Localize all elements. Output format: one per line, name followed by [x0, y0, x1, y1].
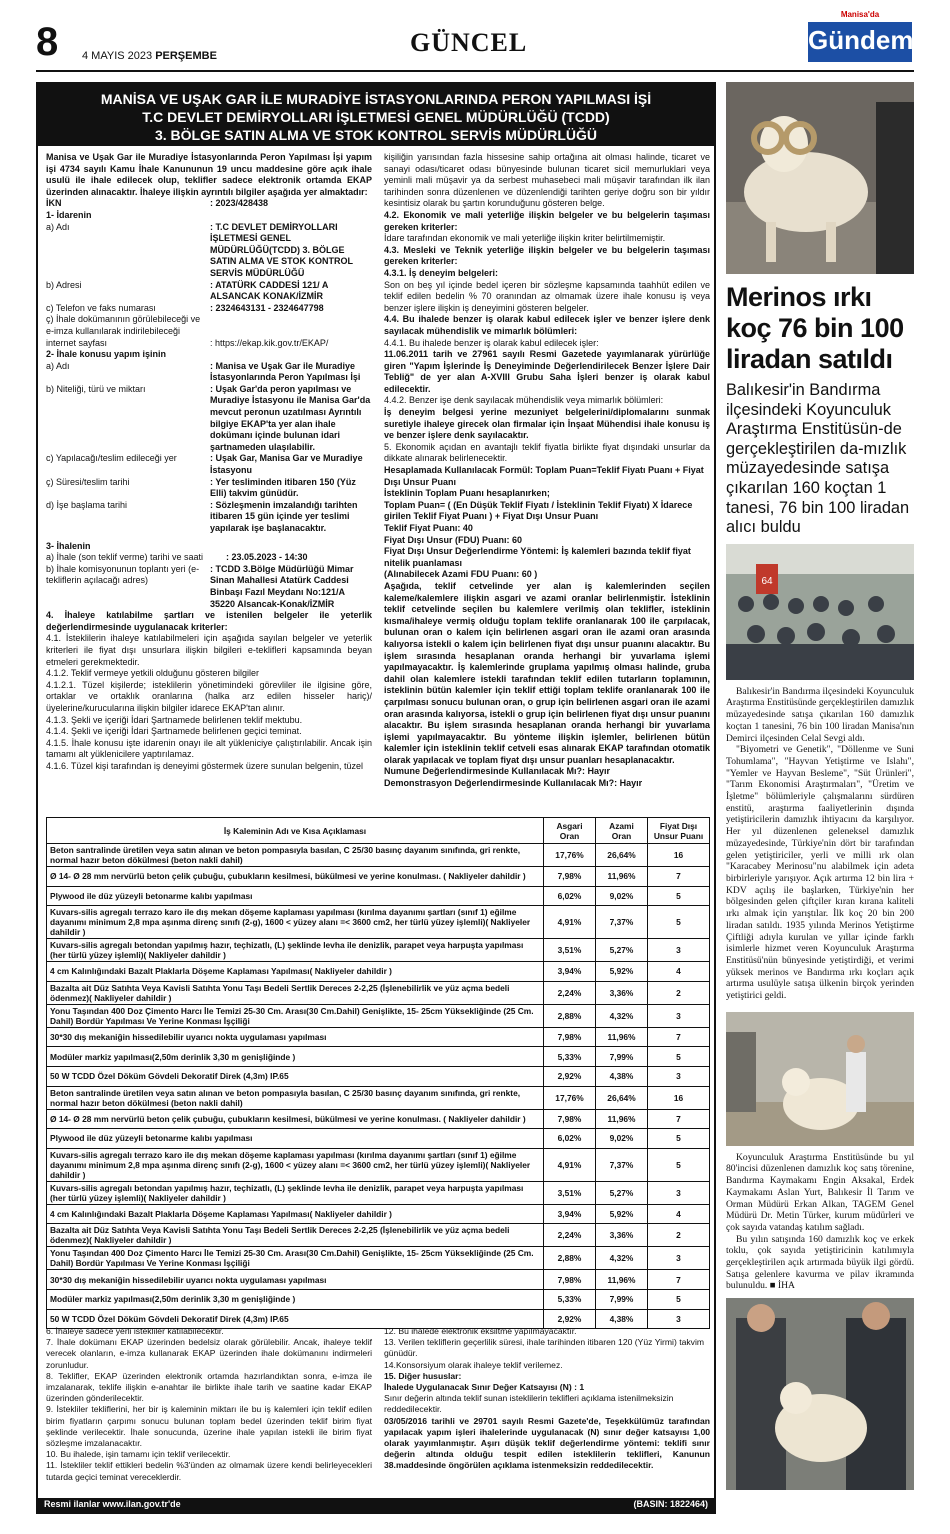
- table-cell-value: 4,91%: [544, 1148, 596, 1181]
- table-cell-value: 4,38%: [596, 1066, 648, 1086]
- table-row: [47, 844, 710, 867]
- table-row: [47, 1148, 710, 1181]
- table-row: [47, 886, 710, 906]
- table-cell-value: 11,96%: [596, 1270, 648, 1290]
- page-date: 4 MAYIS 2023 PERŞEMBE: [82, 50, 217, 62]
- table-row: [47, 939, 710, 962]
- news-body-1: Balıkesir'in Bandırma ilçesindeki Koyunculuk Araştırma Enstitüsünde gerçekleştirilen damızlık müzayedesinde satışa çıkarılan 160 damızlık koçtan 1 tanesini, 76 bin 100 liradan Manisa'nın Demirci ilçesinden Celal Sevgi aldı. "Biyometri ve Genetik", "Döllenme ve Suni Tohumlama", "Hayvan Yetiştirme ve Islahı", "Yemler ve Hayvan Besleme", "Süt Ürünleri", "Tarım Ekonomisi Araştırmaları", "Üretim ve İşletme" bölümleriyle çalışmalarını sürdüren enstitü, araştırma faaliyetlerinin dışında yetiştiricilerin damızlık ihtiyacını da karşılıyor. Her yıl düzenlenen geleneksel damızlık müzayedesinde, Türkiye'nin dört bir tarafından gelen yetiştiriciler, yerli ve milli ırk olan "Karacabey Merinosu"nu alabilmek için adeta birbirleriyle yarışıyor. Açık artırma 12 bin lira + KDV açılış ile başlarken, Türkiye'nin her bölgesinden gelen çiftçiler kıran kırana kaliteli ırkı almak için yarıştılar. İlk koç 20 bin 200 liradan satıldı. 1935 yılında Merinos Yetiştirme Çiftliği adıyla kurulan ve yıllar içinde farklı isimlerle hizmet veren Koyunculuk Araştırma Enstitüsü'nün bünyesinde yetiştirdiği, et verimi yüksek merinos ve Bandırma ırkı koçları açık artırma usulüyle satışa ülkenin birçok yerinden yetiştirici geldi.: [726, 685, 914, 1002]
- table-cell-value: 6,02%: [544, 1129, 596, 1149]
- table-cell-value: 3: [648, 1181, 710, 1204]
- table-row: [47, 1109, 710, 1129]
- table-cell-value: 7,98%: [544, 1109, 596, 1129]
- table-cell-item: Kuvars-silis agregalı betondan yapılmış hazır, teçhizatlı, (L) şeklinde levha ile denizlik, parapet veya harpuşta yapılması (her türlü yüzey işlemli)( Nakliyeler dahildir ): [47, 939, 544, 962]
- table-row: [47, 1027, 710, 1047]
- table-cell-value: 5,27%: [596, 1181, 648, 1204]
- table-cell-value: 9,02%: [596, 1129, 648, 1149]
- table-cell-item: Yonu Taşından 400 Doz Çimento Harcı İle Temizi 25-30 Cm. Arası(30 Cm.Dahil) Genişlikte, 15- 25cm Yüksekliğinde (25 Cm. Dahil) Bordür Yapılması Ve Yerine Konması İşçiliği: [47, 1247, 544, 1270]
- notice-bottom-left: 6. İhaleye sadece yerli istekliler katılabilecektir. 7. İhale dokümanı EKAP üzerinden bedelsiz olarak görülebilir. Ancak, ihaleye teklif verecek olanların, e-imza kullanarak EKAP üzerinden ihale dokümanını indirmeleri zorunludur. 8. Teklifler, EKAP üzerinden elektronik ortamda hazırlandıktan sonra, e-imza ile imzalanarak, teklife ilişkin e-anahtar ile birlikte ihale tarih ve saatine kadar EKAP üzerinden gönderilecektir. 9. İstekliler tekliflerini, her bir iş kaleminin miktarı ile bu iş kalemleri için teklif edilen birim fiyatların çarpımı sonucu bulunan toplam bedel üzerinden teklif birim fiyat şeklinde verilecektir. İhale sonucunda, üzerine ihale yapılan istekli ile birim fiyat sözleşme imzalanacaktır. 10. Bu ihalede, işin tamamı için teklif verilecektir. 11. İstekliler teklif ettikleri bedelin %3'ünden az olmamak üzere kendi belirleyecekleri tutarda geçici teminat vereceklerdir.: [46, 1326, 372, 1482]
- table-cell-item: 4 cm Kalınlığındaki Bazalt Plaklarla Döşeme Kaplaması Yapılması( Nakliyeler dahildir ): [47, 1204, 544, 1224]
- table-cell-item: Kuvars-silis agregalı terrazo karo ile dış mekan döşeme kaplaması yapılması (kırılma dayanımı şartları (sınıf 1) eğilme dayanımı minimum 2,8 mpa aşınma direnç sınıfı (2-g), 1600 < yüzey alanı =< 3600 cm2, her türlü yüzey işlemli)( Nakliyeler dahildir ): [47, 1148, 544, 1181]
- table-cell-value: 7: [648, 1027, 710, 1047]
- notice-left-column: Manisa ve Uşak Gar ile Muradiye İstasyonlarında Peron Yapılması İşi yapım işi 4734 sayılı Kamu İhale Kanununun 19 uncu maddesine göre açık ihale usulü ile ihale edilecek olup, teklifler sadece elektronik ortamda EKAP üzerinden alınacaktır. İhaleye ilişkin ayrıntılı bilgiler aşağıda yer almaktadır: İKN : 2023/428438 1- İdarenin a) Adı : T.C DEVLET DEMİRYOLLARI İŞLETMESİ GENEL MÜDÜRLÜĞÜ(TCDD) 3. BÖLGE SATIN ALMA VE STOK KONTROL SERVİS MÜDÜRLÜĞÜ b) Adresi : ATATÜRK CADDESİ 121/ A ALSANCAK KONAK/İZMİR c) Telefon ve faks numarası : 2324643131 - 2324647798 ç) İhale dokümanının görülebileceği ve e-imza kullanılarak indirilebileceği internet sayfası : https://ekap.kik.gov.tr/EKAP/ 2- İhale konusu yapım işinin a) Adı : Manisa ve Uşak Gar ile Muradiye İstasyonlarında Peron Yapılması İşi b) Niteliği, türü ve miktarı : Uşak Gar'da peron yapılması ve Muradiye İstasyonu ile Manisa Gar'da mevcut peronun uzatılması Ayrıntılı bilgiye EKAP'ta yer alan ihale dokümanı içinde bulunan idari şartnameden ulaşılabilir. c) Yapılacağı/teslim edileceği yer : Uşak Gar, Manisa Gar ve Muradiye İstasyonu ç) Süresi/teslim tarihi : Yer tesliminden itibaren 150 (Yüz Elli) takvim günüdür. d) İşe başlama tarihi : Sözleşmenin imzalandığı tarihten itibaren 15 gün içinde yer teslimi yapılarak işe başlanacaktır. 3- İhalenin a) İhale (son teklif verme) tarihi ve saati : 23.05.2023 - 14:30 b) İhale komisyonunun toplantı yeri (e-tekliflerin açılacağı adres) : TCDD 3.Bölge Müdürlüğü Mimar Sinan Mahallesi Atatürk Caddesi Binbaşı Fazıl Meydanı No:121/A 35220 Alsancak-Konak/İZMİR 4. İhaleye katılabilme şartları ve istenilen belgeler ile yeterlik değerlendirmesinde uygulanacak kriterler: 4.1. İsteklilerin ihaleye katılabilmeleri için aşağıda sayılan belgeler ve yeterlik kriterleri ile fiyat dışı unsurlara ilişkin bilgileri e-teklifleri kapsamında beyan etmeleri gerekmektedir. 4.1.2. Teklif vermeye yetkili olduğunu gösteren bilgiler 4.1.2.1. Tüzel kişilerde; isteklilerin yönetimindeki görevliler ile ilgisine göre, ortaklar ve ortaklık oranlarına (halka arz edilen hisseler hariç)/üyelerine/kurucularına ilişkin bilgiler idarece EKAP'tan alınır. 4.1.3. Şekli ve içeriği İdari Şartnamede belirlenen teklif mektubu. 4.1.4. Şekli ve içeriği İdari Şartnamede belirlenen geçici teminat. 4.1.5. İhale konusu işte idarenin onayı ile alt yükleniciye çalıştırılabilir. Ancak işin tamamı alt yüklenicilere yaptırılamaz. 4.1.6. Tüzel kişi tarafından iş deneyimi göstermek üzere sunulan belgenin, tüzel: [46, 152, 372, 771]
- table-header-row: İş Kaleminin Adı ve Kısa Açıklaması Asgari Oran Azami Oran Fiyat Dışı Unsur Puanı: [47, 818, 710, 844]
- table-cell-value: 17,76%: [544, 844, 596, 867]
- table-cell-value: 4,32%: [596, 1247, 648, 1270]
- table-cell-value: 2,92%: [544, 1066, 596, 1086]
- table-cell-value: 3,94%: [544, 1204, 596, 1224]
- table-row: [47, 1181, 710, 1204]
- table-cell-value: 3,36%: [596, 1224, 648, 1247]
- table-cell-value: 7,37%: [596, 906, 648, 939]
- table-row: [47, 1086, 710, 1109]
- table-cell-value: 5: [648, 1047, 710, 1067]
- table-cell-item: Beton santralinde üretilen veya satın alınan ve beton pompasıyla basılan, C 25/30 basınç dayanım sınıfında, gri renkte, normal hazır beton dökülmesi (beton nakli dahil): [47, 844, 544, 867]
- table-cell-item: Kuvars-silis agregalı terrazo karo ile dış mekan döşeme kaplaması yapılması (kırılma dayanımı şartları (sınıf 1) eğilme dayanımı minimum 2,8 mpa aşınma direnç sınıfı (2-g), 1600 < yüzey alanı =< 3600 cm2, her türlü yüzey işlemli)( Nakliyeler dahildir ): [47, 906, 544, 939]
- table-cell-value: 3,94%: [544, 962, 596, 982]
- table-cell-value: 16: [648, 1086, 710, 1109]
- newspaper-logo: Manisa'da Gündem: [808, 22, 912, 62]
- table-cell-value: 5,92%: [596, 962, 648, 982]
- notice-columns: [46, 152, 710, 904]
- table-cell-value: 3,51%: [544, 939, 596, 962]
- table-cell-value: 5: [648, 1148, 710, 1181]
- table-cell-item: Plywood ile düz yüzeyli betonarme kalıbı yapılması: [47, 886, 544, 906]
- table-row: [47, 1129, 710, 1149]
- table-cell-item: Bazalta ait Düz Satıhta Veya Kavisli Satıhta Yonu Taşı Bedeli Sertlik Dereces 2-2,25 (İşlenebilirlik ve yüz açma bedeli ödenmez)( Nakliyeler dahildir ): [47, 981, 544, 1004]
- table-cell-value: 5,27%: [596, 939, 648, 962]
- tender-notice: [36, 82, 716, 1514]
- table-cell-item: 50 W TCDD Özel Döküm Gövdeli Dekoratif Direk (4,3m) IP.65: [47, 1309, 544, 1329]
- table-cell-value: 26,64%: [596, 844, 648, 867]
- table-row: [47, 1047, 710, 1067]
- table-cell-value: 7: [648, 1109, 710, 1129]
- table-row: [47, 1204, 710, 1224]
- table-cell-item: Kuvars-silis agregalı betondan yapılmış hazır, teçhizatlı, (L) şeklinde levha ile denizlik, parapet veya harpuşta yapılması (her türlü yüzey işlemli)( Nakliyeler dahildir ): [47, 1181, 544, 1204]
- notice-bottom-right: 12. Bu ihalede elektronik eksiltme yapılmayacaktır. 13. Verilen tekliflerin geçerlilik süresi, ihale tarihinden itibaren 120 (Yüz Yirmi) takvim günüdür. 14.Konsorsiyum olarak ihaleye teklif verilemez. 15. Diğer hususlar: İhalede Uygulanacak Sınır Değer Katsayısı (N) : 1 Sınır değerin altında teklif sunan isteklilerin teklifleri açıklama istenilmeksizin reddedilecektir. 03/05/2016 tarihli ve 29701 sayılı Resmi Gazete'de, Teşekkülümüz tarafından yapılacak yapım işleri ihalelerinde uygulanacak (N) sınır değer katsayısı 1,00 olarak yayımlanmıştır. Aşırı düşük teklif değerlendirme yöntemi: teklifi sınır değerin altında olduğu tespit edilen isteklilerin teklifleri, Kanunun 38.maddesinde öngörülen açıklama istenmeksizin reddedilecektir.: [384, 1326, 710, 1471]
- table-row: [47, 1289, 710, 1309]
- news-column: [726, 82, 914, 1490]
- table-cell-value: 7,99%: [596, 1289, 648, 1309]
- table-cell-value: 3: [648, 1066, 710, 1086]
- press-number: (BASIN: 1822464): [633, 1499, 708, 1509]
- news-body-2: Koyunculuk Araştırma Enstitüsünde bu yıl 80'incisi düzenlenen damızlık koç satış törenine, Bandırma Kaymakamı Engin Aksakal, Erdek Kaymakamı Aslan Yurt, Balıkesir İl Tarım ve Orman Müdürü Erkan Alkan, TAGEM Genel Müdürü Dr. Metin Türker, kurum müdürleri ve çok sayıda vatandaş katılım sağladı. Bu yılın satışında 160 damızlık koç ve erkek toklu, çok sayıda yetiştiricinin katılımıyla gerçekleştirilen açık artırmada büyük ilgi gördü. Satışa gelenlere kavurma ve pilav ikramında bulunuldu. ■ İHA: [726, 1151, 914, 1292]
- table-cell-value: 4,91%: [544, 906, 596, 939]
- table-cell-value: 17,76%: [544, 1086, 596, 1109]
- table-cell-value: 4: [648, 962, 710, 982]
- table-row: [47, 1066, 710, 1086]
- table-cell-item: 4 cm Kalınlığındaki Bazalt Plaklarla Döşeme Kaplaması Yapılması( Nakliyeler dahildir ): [47, 962, 544, 982]
- section-title: GÜNCEL: [410, 28, 528, 57]
- table-cell-value: 2: [648, 981, 710, 1004]
- table-cell-value: 3: [648, 1004, 710, 1027]
- table-cell-value: 3: [648, 1309, 710, 1329]
- table-row: [47, 1004, 710, 1027]
- table-cell-value: 7,98%: [544, 1027, 596, 1047]
- table-row: [47, 1247, 710, 1270]
- photo-sign-number: 64: [761, 575, 773, 587]
- table-cell-value: 2,88%: [544, 1247, 596, 1270]
- criteria-table: [46, 817, 710, 1329]
- table-cell-value: 4,38%: [596, 1309, 648, 1329]
- table-cell-value: 5: [648, 1129, 710, 1149]
- photo-ram: [726, 82, 914, 274]
- table-cell-item: Yonu Taşından 400 Doz Çimento Harcı İle Temizi 25-30 Cm. Arası(30 Cm.Dahil) Genişlikte, 15- 25cm Yüksekliğinde (25 Cm. Dahil) Bordür Yapılması Ve Yerine Konması İşçiliği: [47, 1004, 544, 1027]
- table-cell-value: 2,24%: [544, 1224, 596, 1247]
- table-row: [47, 1270, 710, 1290]
- page-header: [0, 0, 950, 76]
- table-cell-item: Plywood ile düz yüzeyli betonarme kalıbı yapılması: [47, 1129, 544, 1149]
- table-cell-value: 2,88%: [544, 1004, 596, 1027]
- notice-right-column: kişiliğin yarısından fazla hissesine sahip ortağına ait olması halinde, ticaret ve sanayi odası/ticaret odası bünyesinde bulunan ticaret sicil memurluklari veya yeminli mali müşavir ya da serbest muhasebeci mali müşavir tarafından ilk ilan tarihinden sonra düzenlenen ve düzenlendiği tarihten geriye doğru son bir yıldır kesintisiz olarak bu şartın korunduğunu gösteren belge. 4.2. Ekonomik ve mali yeterliğe ilişkin belgeler ve bu belgelerin taşıması gereken kriterler: İdare tarafından ekonomik ve mali yeterliğe ilişkin kriter belirtilmemiştir. 4.3. Mesleki ve Teknik yeterliğe ilişkin belgeler ve bu belgelerin taşıması gereken kriterler: 4.3.1. İş deneyim belgeleri: Son on beş yıl içinde bedel içeren bir sözleşme kapsamında taahhüt edilen ve teklif edilen bedelin % 70 oranından az olmamak üzere ihale konusu iş veya benzer işlere ilişkin iş deneyimini gösteren belgeler. 4.4. Bu ihalede benzer iş olarak kabul edilecek işler ve benzer işlere denk sayılacak mühendislik ve mimarlık bölümleri: 4.4.1. Bu ihalede benzer iş olarak kabul edilecek işler: 11.06.2011 tarih ve 27961 sayılı Resmi Gazetede yayımlanarak yürürlüğe giren "Yapım İşlerinde İş Deneyiminde Değerlendirilecek Benzer İşlere Dair Tebliğ" de yer alan A-XVIII Grubu Saha İşleri benzer iş olarak kabul edilecektir. 4.4.2. Benzer işe denk sayılacak mühendislik veya mimarlık bölümleri: İş deneyim belgesi yerine mezuniyet belgelerini/diplomalarını sunmak suretiyle ihaleye girecek olan firmalar için İnşaat Mühendisi ihale konusu iş ve benzer işlere denk sayılacaktır. 5. Ekonomik açıdan en avantajlı teklif fiyatla birlikte fiyat dışındaki unsurlar da dikkate alınarak belirlenecektir. Hesaplamada Kullanılacak Formül: Toplam Puan=Teklif Fiyatı Puanı + Fiyat Dışı Unsur Puanı İsteklinin Toplam Puanı hesaplanırken; Toplam Puan= ( (En Düşük Teklif Fiyatı / İsteklinin Teklif Fiyatı) X İdarece girilen Teklif Fiyat Puanı ) + Fiyat Dışı Unsur Puanı Teklif Fiyat Puanı: 40 Fiyat Dışı Unsur (FDU) Puanı: 60 Fiyat Dışı Unsur Değerlendirme Yöntemi: İş kalemleri bazında teklif fiyat nitelik puanlaması (Alınabilecek Azami FDU Puanı: 60 ) Aşağıda, teklif cetvelinde yer alan iş kalemlerinden seçilen kaleme/kalemlere ilişkin asgari ve azami oranlar belirlenmiştir. İsteklinin teklif cetvelinde seçilen bu kalemlere verilmiş olan teklifler, isteklinin kısma/ihaleye vermiş olduğu toplam teklife oranlanarak 100 ile çarpılacak, bulunan oran o kalem için belirlenen asgari oran ile azami oran arasında kalıyorsa istekli o kalem için belirlenen fiyat dışı unsur puanını alacaktır. Bu işlem sırasında hesaplanan oranda herhangi bir yuvarlama işlemi yapılmayacaktır. İş kalemlerinde gruplama yapılmış olması halinde, gruba dahil olan kalemlere istekli tarafından teklif edilen tutarların toplamının, isteklinin bütün kalemler için teklif ettiği toplam teklife oranlanarak 100 ile çarpılması sonucu bulunan oran, o grup için belirlenen asgari oran ile azami oran arasında kalıyorsa, istekli o grup için belirlenen fiyat dışı unsur puanını alacaktır. Bu işlem sırasında hesaplanan oranda herhangi bir yuvarlama işlemi yapılmayacaktır. Bu yönteme ilişkin işlemler, belirlenen bütün kalemler için isteklinin teklif cetveli esas alınarak EKAP tarafından otomatik olarak yapılacak ve toplam fiyat dışı unsur puanları hesaplanacaktır. Numune Değerlendirmesinde Kullanılacak Mı?: Hayır Demonstrasyon Değerlendirmesinde Kullanılacak Mı?: Hayır: [384, 152, 710, 789]
- table-row: [47, 981, 710, 1004]
- table-cell-value: 5: [648, 1289, 710, 1309]
- table-cell-value: 7,98%: [544, 867, 596, 887]
- table-row: [47, 1224, 710, 1247]
- table-cell-value: 9,02%: [596, 886, 648, 906]
- table-cell-value: 3: [648, 1247, 710, 1270]
- table-cell-item: 30*30 dış mekaniğin hissedilebilir uyarıcı nokta uygulaması yapılması: [47, 1027, 544, 1047]
- photo-ram-presentation: [726, 1012, 914, 1146]
- table-cell-item: 50 W TCDD Özel Döküm Gövdeli Dekoratif Direk (4,3m) IP.65: [47, 1066, 544, 1086]
- table-cell-value: 5,33%: [544, 1289, 596, 1309]
- table-row: [47, 962, 710, 982]
- table-cell-value: 3,36%: [596, 981, 648, 1004]
- table-cell-value: 3: [648, 939, 710, 962]
- notice-footer: [38, 1498, 714, 1512]
- table-cell-item: Bazalta ait Düz Satıhta Veya Kavisli Satıhta Yonu Taşı Bedeli Sertlik Dereces 2-2,25 (İşlenebilirlik ve yüz açma bedeli ödenmez)( Nakliyeler dahildir ): [47, 1224, 544, 1247]
- photo-handlers: [726, 1298, 914, 1490]
- notice-title: MANİSA VE UŞAK GAR İLE MURADİYE İSTASYONLARINDA PERON YAPILMASI İŞİ T.C DEVLET DEMİRYOLLARI İŞLETMESİ GENEL MÜDÜRLÜĞÜ (TCDD) 3. BÖLGE SATIN ALMA VE STOK KONTROL SERVİS MÜDÜRLÜĞÜ: [38, 84, 714, 146]
- logo-tagline: Manisa'da: [808, 10, 912, 20]
- table-cell-value: 5: [648, 886, 710, 906]
- table-cell-value: 7: [648, 1270, 710, 1290]
- table-cell-value: 7,99%: [596, 1047, 648, 1067]
- table-cell-item: Modüler markiz yapılması(2,50m derinlik 3,30 m genişliğinde ): [47, 1289, 544, 1309]
- page-number: 8: [36, 20, 59, 64]
- table-cell-item: Ø 14- Ø 28 mm nervürlü beton çelik çubuğu, çubukların kesilmesi, bükülmesi ve yerine konulması. ( Nakliyeler dahildir ): [47, 1109, 544, 1129]
- table-cell-item: Beton santralinde üretilen veya satın alınan ve beton pompasıyla basılan, C 25/30 basınç dayanım sınıfında, gri renkte, normal hazır beton dökülmesi (beton nakli dahil): [47, 1086, 544, 1109]
- table-cell-item: Modüler markiz yapılması(2,50m derinlik 3,30 m genişliğinde ): [47, 1047, 544, 1067]
- table-cell-item: Ø 14- Ø 28 mm nervürlü beton çelik çubuğu, çubukların kesilmesi, bükülmesi ve yerine konulması. ( Nakliyeler dahildir ): [47, 867, 544, 887]
- table-cell-item: 30*30 dış mekaniğin hissedilebilir uyarıcı nokta uygulaması yapılması: [47, 1270, 544, 1290]
- news-headline: Merinos ırkı koç 76 bin 100 liradan satıldı: [726, 282, 904, 374]
- table-cell-value: 16: [648, 844, 710, 867]
- table-cell-value: 2,24%: [544, 981, 596, 1004]
- table-cell-value: 4: [648, 1204, 710, 1224]
- table-cell-value: 7: [648, 867, 710, 887]
- table-cell-value: 11,96%: [596, 867, 648, 887]
- table-cell-value: 2: [648, 1224, 710, 1247]
- table-cell-value: 11,96%: [596, 1027, 648, 1047]
- table-cell-value: 2,92%: [544, 1309, 596, 1329]
- table-cell-value: 3,51%: [544, 1181, 596, 1204]
- table-row: [47, 906, 710, 939]
- table-cell-value: 6,02%: [544, 886, 596, 906]
- table-cell-value: 5,92%: [596, 1204, 648, 1224]
- table-cell-value: 26,64%: [596, 1086, 648, 1109]
- table-cell-value: 7,37%: [596, 1148, 648, 1181]
- table-cell-value: 4,32%: [596, 1004, 648, 1027]
- footer-link-text: Resmi ilanlar www.ilan.gov.tr'de: [44, 1499, 181, 1509]
- table-cell-value: 5: [648, 906, 710, 939]
- table-cell-value: 5,33%: [544, 1047, 596, 1067]
- news-dek: Balıkesir'in Bandırma ilçesindeki Koyunculuk Araştırma Enstitüsün-de gerçekleştirilen da-mızlık müzayedesinde satışa çıkarılan 160 koçtan 1 tanesi, 76 bin 100 liradan alıcı buldu: [726, 381, 910, 537]
- table-cell-value: 11,96%: [596, 1109, 648, 1129]
- table-row: [47, 867, 710, 887]
- photo-auction-crowd: [726, 544, 914, 680]
- table-cell-value: 7,98%: [544, 1270, 596, 1290]
- header-rule: [36, 70, 914, 72]
